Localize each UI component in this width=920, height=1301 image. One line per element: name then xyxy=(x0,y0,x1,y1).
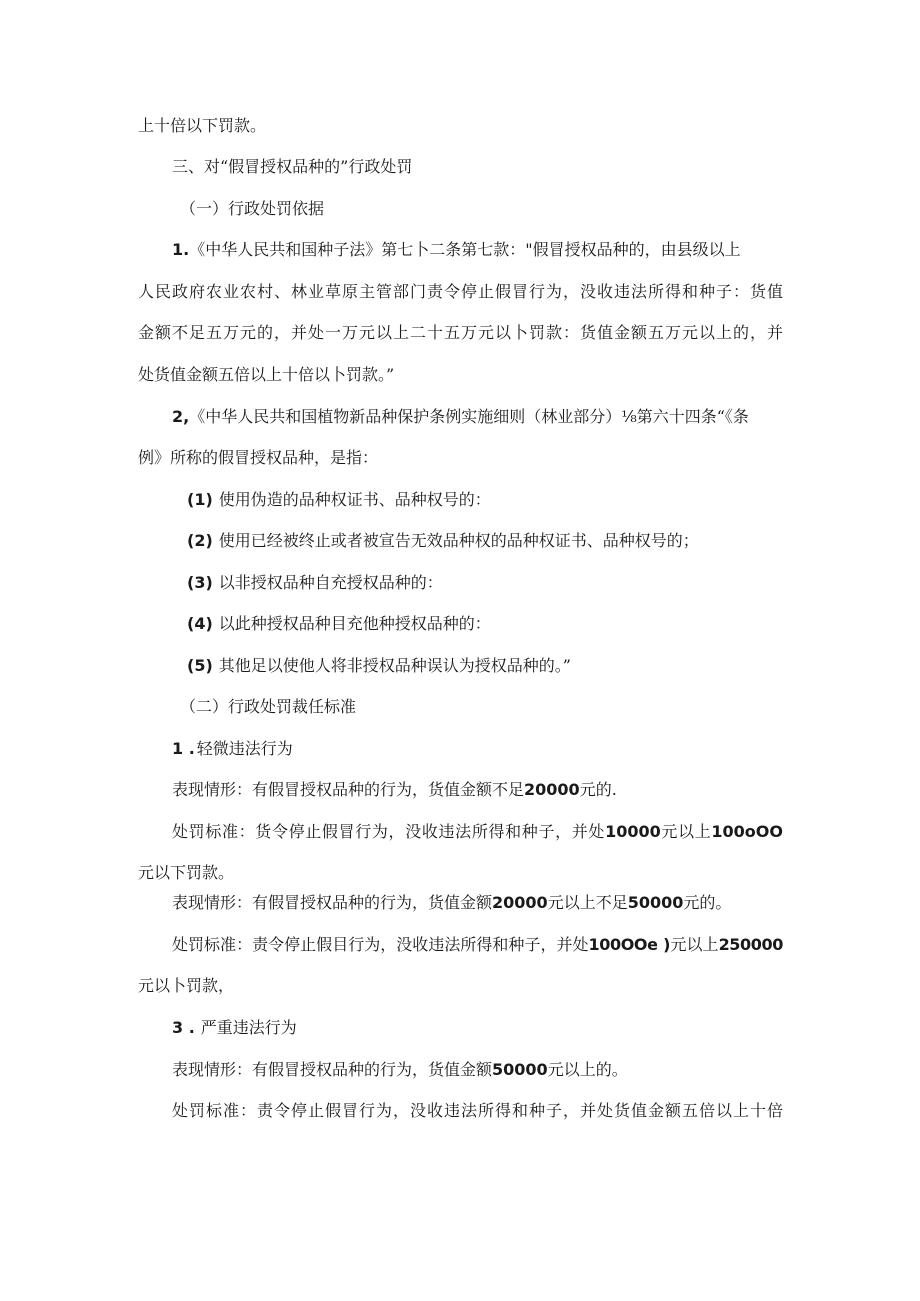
subsection-heading: （一）行政处罚依据 xyxy=(180,199,325,218)
paragraph-line: 处货值金额五倍以上十倍以卜罚款。” xyxy=(138,365,395,384)
paragraph-line: 1.《中华人民共和国种子法》第七卜二条第七款："假冒授权品种的，由县级以上 xyxy=(172,240,741,259)
item-number: 2, xyxy=(172,407,190,426)
list-item: (3) 以非授权品种自充授权品种的： xyxy=(187,573,443,592)
paragraph-line: 人民政府农业农村、林业草原主管部门责令停止假冒行为，没收违法所得和种子：货值 xyxy=(138,282,783,301)
item-number: (1) xyxy=(187,490,213,509)
paragraph-line: 处罚标准：责令停止假目行为，没收违法所得和种子，并处100OOe )元以上250000 xyxy=(172,935,783,954)
paragraph-line: 2,《中华人民共和国植物新品种保护条例实施细则（林业部分）⅛第六十四条“《条 xyxy=(172,407,749,426)
item-number: (2) xyxy=(187,531,213,550)
level-heading: 3 . 严重违法行为 xyxy=(172,1018,297,1037)
paragraph-line: 例》所称的假冒授权品种，是指： xyxy=(138,448,379,467)
paragraph-line: 元以卜罚款， xyxy=(138,976,235,995)
item-number: 3 . xyxy=(172,1018,195,1037)
list-item: (2) 使用已经被终止或者被宣告无效品种权的品种权证书、品种权号的； xyxy=(187,531,699,550)
paragraph-line: 金额不足五万元的，并处一万元以上二十五万元以卜罚款：货值金额五万元以上的，并 xyxy=(138,323,783,342)
list-item: (5) 其他足以使他人将非授权品种误认为授权品种的。” xyxy=(187,656,571,675)
item-number: (3) xyxy=(187,573,213,592)
item-number: (5) xyxy=(187,656,213,675)
level-heading: 1 . 轻微违法行为 xyxy=(172,739,293,758)
paragraph-line: 上十倍以下罚款。 xyxy=(138,116,267,135)
item-number: 1 . xyxy=(172,739,195,758)
list-item: (1) 使用伪造的品种权证书、品种权号的： xyxy=(187,490,491,509)
paragraph-line: 表现情形：有假冒授权品种的行为，货值金额50000元以上的。 xyxy=(172,1060,628,1079)
paragraph-line: 表现情形：有假冒授权品种的行为，货值金额20000元以上不足50000元的。 xyxy=(172,893,732,912)
section-heading: 三、对“假冒授权品种的”行政处罚 xyxy=(172,157,413,176)
item-number: (4) xyxy=(187,614,213,633)
item-number: 1. xyxy=(172,240,190,259)
paragraph-line: 表现情形：有假冒授权品种的行为，货值金额不足20000元的. xyxy=(172,780,617,799)
paragraph-line: 处罚标准：责令停止假冒行为，没收违法所得和种子，并处货值金额五倍以上十倍 xyxy=(172,1101,783,1120)
subsection-heading: （二）行政处罚裁任标准 xyxy=(180,697,357,716)
paragraph-line: 元以下罚款。 xyxy=(138,863,235,882)
list-item: (4) 以此种授权品种目充他种授权品种的： xyxy=(187,614,491,633)
paragraph-line: 处罚标准：货令停止假冒行为，没收违法所得和种子，并处10000元以上100oOO xyxy=(172,822,783,841)
